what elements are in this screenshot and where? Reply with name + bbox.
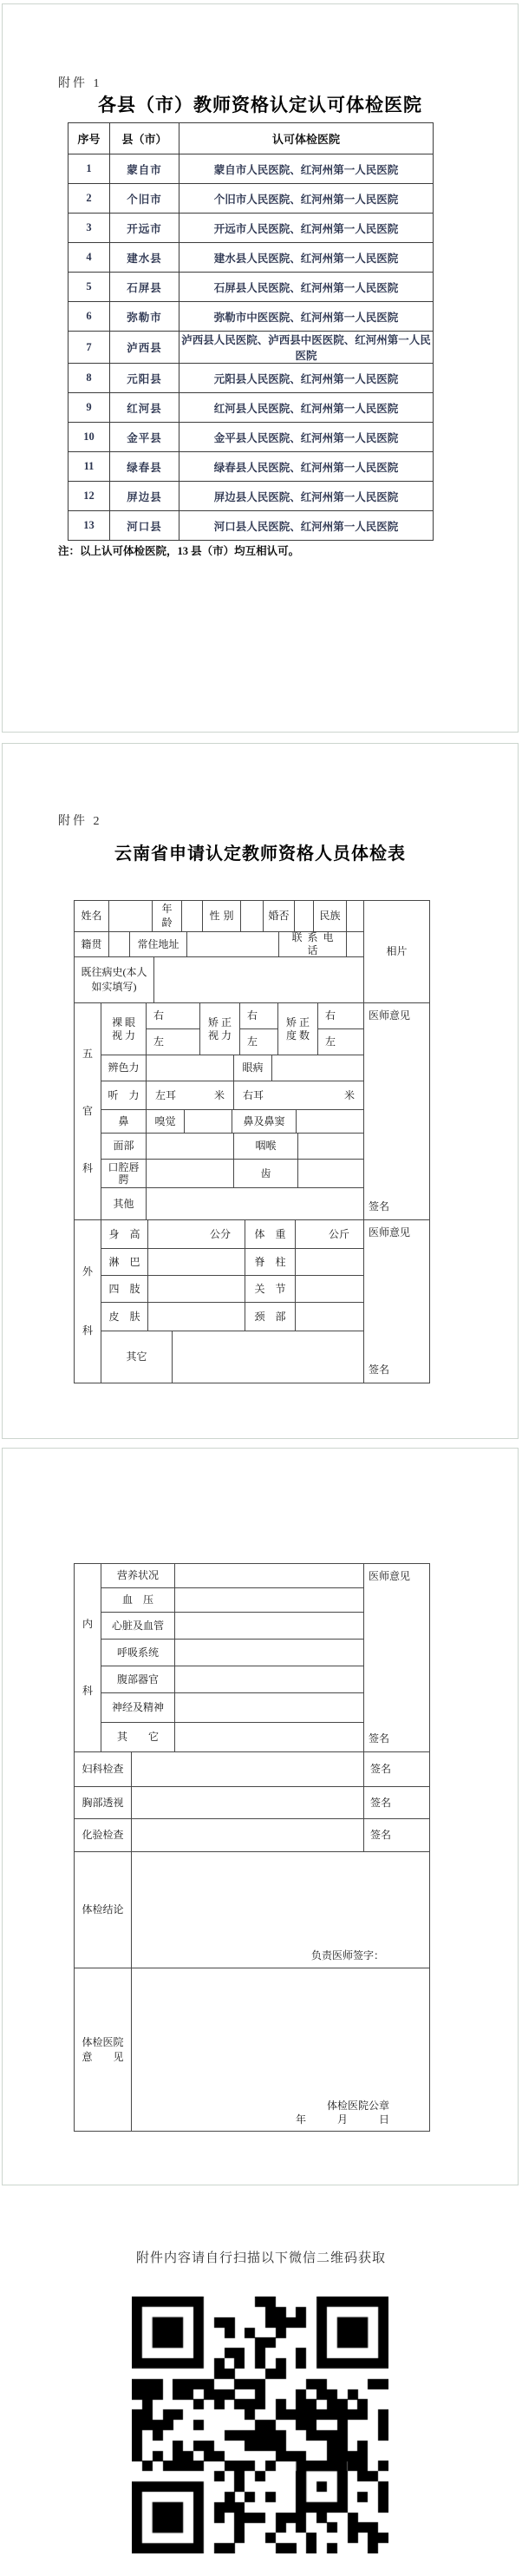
sign-label: 签名 bbox=[369, 1364, 390, 1376]
limbs-row bbox=[101, 1276, 364, 1303]
color-vision-row bbox=[101, 1055, 364, 1081]
gynecology-label: 妇科检查 bbox=[75, 1752, 132, 1787]
internal-other-label: 其 它 bbox=[101, 1723, 175, 1752]
form-main-column bbox=[75, 1564, 364, 1852]
lab-test-blank-cell bbox=[132, 1819, 364, 1852]
address-label: 常住地址 bbox=[130, 932, 187, 957]
lab-test-row bbox=[75, 1819, 364, 1852]
abdominal-organs-label: 腹部器官 bbox=[101, 1666, 175, 1693]
right-ear-label: 右耳 bbox=[243, 1088, 264, 1101]
lab-test-sign-cell: 签名 bbox=[364, 1819, 429, 1852]
left-ear-cell bbox=[147, 1081, 234, 1110]
corrected-degree-right: 右 bbox=[318, 1003, 364, 1029]
abdominal-row bbox=[101, 1666, 364, 1693]
corrected-vision-label bbox=[200, 1003, 240, 1055]
hospital-table-row bbox=[69, 243, 434, 273]
heart-row bbox=[101, 1613, 364, 1640]
address-blank-cell bbox=[187, 932, 279, 957]
naked-vision-left: 左 bbox=[147, 1029, 200, 1055]
lymph-label: 淋 巴 bbox=[101, 1249, 148, 1276]
height-weight-row bbox=[101, 1220, 364, 1249]
facial-section-label: 五 官 科 bbox=[75, 1003, 101, 1220]
respiratory-row bbox=[101, 1640, 364, 1666]
chest-xray-sign-cell: 签名 bbox=[364, 1787, 429, 1819]
gender-label: 性别 bbox=[203, 901, 241, 932]
oral-row bbox=[101, 1160, 364, 1188]
hospital-table-row bbox=[69, 214, 434, 243]
sign-label: 签名 bbox=[369, 1200, 390, 1212]
facial-other-row bbox=[101, 1188, 364, 1220]
corrected-degree-line2: 度 数 bbox=[285, 1028, 310, 1042]
attachment-1-label: 附件 1 bbox=[58, 77, 102, 90]
heart-vessels-blank-cell bbox=[175, 1613, 364, 1640]
form-side-column bbox=[364, 1564, 429, 1852]
physical-exam-form-part2 bbox=[74, 1563, 430, 2132]
row-index: 13 bbox=[69, 511, 110, 541]
row-index: 2 bbox=[69, 184, 110, 214]
header-county: 县（市） bbox=[110, 123, 179, 154]
row-index: 1 bbox=[69, 154, 110, 184]
limbs-label: 四 肢 bbox=[101, 1276, 148, 1303]
surgery-section-label: 外 科 bbox=[75, 1220, 101, 1383]
nutrition-blank-cell bbox=[175, 1564, 364, 1588]
row-county: 屏边县 bbox=[110, 482, 179, 511]
corrected-vision-line2: 视 力 bbox=[207, 1028, 232, 1042]
header-index: 序号 bbox=[69, 123, 110, 154]
physical-exam-form-part1 bbox=[74, 900, 430, 1383]
hospital-table-row bbox=[69, 452, 434, 482]
internal-section-label: 内 科 bbox=[75, 1564, 101, 1752]
height-value-cell: 公分 bbox=[148, 1220, 245, 1249]
facial-doctor-opinion-cell bbox=[364, 1003, 429, 1220]
hearing-label: 听 力 bbox=[101, 1081, 147, 1110]
corrected-vision-left: 左 bbox=[240, 1029, 278, 1055]
naked-vision-line2: 视 力 bbox=[111, 1028, 135, 1042]
row-hospitals: 屏边县人民医院、红河州第一人民医院 bbox=[179, 482, 434, 511]
attachment-1-title: 各县（市）教师资格认定认可体检医院 bbox=[98, 95, 422, 115]
chest-xray-label: 胸部透视 bbox=[75, 1787, 132, 1819]
row-hospitals: 蒙自市人民医院、红河州第一人民医院 bbox=[179, 154, 434, 184]
page-attachment-1 bbox=[2, 3, 519, 733]
nerve-row bbox=[101, 1693, 364, 1723]
row-hospitals: 建水县人民医院、红河州第一人民医院 bbox=[179, 243, 434, 273]
row-index: 11 bbox=[69, 452, 110, 482]
approved-hospitals-table bbox=[68, 122, 434, 541]
header-hospital: 认可体检医院 bbox=[179, 123, 434, 154]
right-ear-cell bbox=[234, 1081, 364, 1110]
spine-label: 脊 柱 bbox=[245, 1249, 296, 1276]
heart-vessels-label: 心脏及血管 bbox=[101, 1613, 175, 1640]
neck-label: 颈 部 bbox=[245, 1303, 296, 1331]
internal-other-row bbox=[101, 1723, 364, 1752]
doctor-opinion-label: 医师意见 bbox=[369, 1226, 411, 1239]
surgery-section bbox=[75, 1220, 364, 1383]
hospital-opinion-row bbox=[75, 1968, 429, 2131]
internal-doctor-opinion-cell bbox=[364, 1564, 429, 1752]
origin-blank-cell bbox=[109, 932, 130, 957]
nutrition-row bbox=[101, 1564, 364, 1588]
blood-pressure-label: 血 压 bbox=[101, 1588, 175, 1613]
chest-xray-row bbox=[75, 1787, 364, 1819]
teeth-blank-cell bbox=[298, 1160, 364, 1188]
respiratory-label: 呼吸系统 bbox=[101, 1640, 175, 1666]
face-label: 面部 bbox=[101, 1134, 147, 1160]
row-hospitals: 石屏县人民医院、红河州第一人民医院 bbox=[179, 273, 434, 302]
chest-xray-blank-cell bbox=[132, 1787, 364, 1819]
doctor-opinion-label: 医师意见 bbox=[369, 1009, 411, 1022]
conclusion-label: 体检结论 bbox=[75, 1852, 132, 1968]
nose-sinus-blank-cell bbox=[297, 1110, 364, 1134]
joint-blank-cell bbox=[296, 1276, 364, 1303]
nose-label: 鼻 bbox=[101, 1110, 147, 1134]
throat-blank-cell bbox=[298, 1134, 364, 1160]
vision-row bbox=[101, 1003, 364, 1055]
corrected-degree-values bbox=[318, 1003, 364, 1055]
row-index: 6 bbox=[69, 302, 110, 332]
surgery-doctor-opinion-cell bbox=[364, 1220, 429, 1383]
weight-label: 体 重 bbox=[245, 1220, 296, 1249]
corrected-degree-left: 左 bbox=[318, 1029, 364, 1055]
doctor-opinion-label: 医师意见 bbox=[369, 1570, 411, 1582]
oral-label: 口腔唇腭 bbox=[101, 1160, 147, 1188]
weight-value-cell: 公斤 bbox=[296, 1220, 364, 1249]
table-note: 注：以上认可体检医院，13 县（市）均互相认可。 bbox=[58, 545, 300, 557]
meter-unit: 米 bbox=[213, 1088, 225, 1101]
hospital-opinion-blank-cell bbox=[132, 1968, 429, 2131]
hospital-opinion-label bbox=[75, 1968, 132, 2131]
hospital-opinion-line2: 意 见 bbox=[82, 2050, 124, 2063]
history-row bbox=[75, 957, 364, 1003]
name-label: 姓名 bbox=[75, 901, 109, 932]
facial-rows bbox=[101, 1003, 364, 1220]
limbs-blank-cell bbox=[148, 1276, 245, 1303]
row-index: 7 bbox=[69, 332, 110, 364]
marital-label: 婚否 bbox=[264, 901, 295, 932]
lymph-row bbox=[101, 1249, 364, 1276]
corrected-degree-label bbox=[278, 1003, 318, 1055]
photo-cell: 相片 bbox=[364, 901, 429, 1003]
smell-blank-cell bbox=[185, 1110, 232, 1134]
naked-vision-line1: 裸 眼 bbox=[111, 1015, 135, 1028]
row-hospitals: 开远市人民医院、红河州第一人民医院 bbox=[179, 214, 434, 243]
history-blank-cell bbox=[154, 957, 364, 1003]
lab-test-label: 化验检查 bbox=[75, 1819, 132, 1852]
row-index: 9 bbox=[69, 393, 110, 423]
respiratory-blank-cell bbox=[175, 1640, 364, 1666]
blood-pressure-row bbox=[101, 1588, 364, 1613]
row-county: 石屏县 bbox=[110, 273, 179, 302]
nerve-mental-label: 神经及精神 bbox=[101, 1693, 175, 1723]
wechat-qr-code bbox=[132, 2297, 388, 2553]
smell-label: 嗅觉 bbox=[147, 1110, 185, 1134]
chief-doctor-sign-label: 负责医师签字： bbox=[310, 1949, 384, 1962]
row-hospitals: 个旧市人民医院、红河州第一人民医院 bbox=[179, 184, 434, 214]
gynecology-blank-cell bbox=[132, 1752, 364, 1787]
surgery-other-blank-cell bbox=[173, 1331, 364, 1383]
hospital-table-row bbox=[69, 302, 434, 332]
throat-label: 咽喉 bbox=[234, 1134, 298, 1160]
oral-blank-cell bbox=[147, 1160, 234, 1188]
row-county: 河口县 bbox=[110, 511, 179, 541]
facial-section bbox=[75, 1003, 364, 1220]
spine-blank-cell bbox=[296, 1249, 364, 1276]
row-hospitals: 弥勒市中医医院、红河州第一人民医院 bbox=[179, 302, 434, 332]
blood-pressure-blank-cell bbox=[175, 1588, 364, 1613]
gynecology-sign-cell: 签名 bbox=[364, 1752, 429, 1787]
corrected-degree-line1: 矫 正 bbox=[285, 1015, 310, 1028]
conclusion-blank-cell bbox=[132, 1852, 429, 1968]
internal-other-blank-cell bbox=[175, 1723, 364, 1752]
hearing-row bbox=[101, 1081, 364, 1110]
left-ear-label: 左耳 bbox=[155, 1088, 177, 1101]
age-blank-cell bbox=[182, 901, 203, 932]
surgery-other-label: 其它 bbox=[101, 1331, 173, 1383]
hospital-table-row bbox=[69, 511, 434, 541]
hospital-table-row bbox=[69, 154, 434, 184]
hospital-opinion-line1: 体检医院 bbox=[82, 2035, 124, 2048]
row-hospitals: 泸西县人民医院、泸西县中医医院、红河州第一人民医院 bbox=[179, 332, 434, 364]
row-county: 弥勒市 bbox=[110, 302, 179, 332]
row-hospitals: 河口县人民医院、红河州第一人民医院 bbox=[179, 511, 434, 541]
form-side-column bbox=[364, 901, 429, 1383]
skin-blank-cell bbox=[148, 1303, 245, 1331]
conclusion-row bbox=[75, 1852, 429, 1968]
identity-row-2 bbox=[75, 932, 364, 957]
phone-label: 联系电话 bbox=[279, 932, 347, 957]
hospital-table-row bbox=[69, 482, 434, 511]
skin-row bbox=[101, 1303, 364, 1331]
date-line: 年 月 日 bbox=[295, 2113, 389, 2126]
eye-disease-label: 眼病 bbox=[234, 1055, 272, 1081]
qr-caption: 附件内容请自行扫描以下微信二维码获取 bbox=[135, 2251, 386, 2265]
surgery-rows bbox=[101, 1220, 364, 1383]
age-label: 年 龄 bbox=[153, 901, 182, 932]
row-county: 红河县 bbox=[110, 393, 179, 423]
history-label: 既往病史(本人如实填写) bbox=[75, 957, 154, 1003]
row-hospitals: 元阳县人民医院、红河州第一人民医院 bbox=[179, 364, 434, 393]
internal-rows bbox=[101, 1564, 364, 1752]
attachment-2-label: 附件 2 bbox=[58, 815, 102, 828]
identity-row-1 bbox=[75, 901, 364, 932]
lymph-blank-cell bbox=[148, 1249, 245, 1276]
hospital-table-row bbox=[69, 393, 434, 423]
gynecology-row bbox=[75, 1752, 364, 1787]
row-index: 5 bbox=[69, 273, 110, 302]
skin-label: 皮 肤 bbox=[101, 1303, 148, 1331]
ethnic-label: 民族 bbox=[314, 901, 347, 932]
naked-vision-right: 右 bbox=[147, 1003, 200, 1029]
teeth-label: 齿 bbox=[234, 1160, 298, 1188]
naked-vision-values bbox=[147, 1003, 200, 1055]
row-county: 蒙自市 bbox=[110, 154, 179, 184]
nutrition-label: 营养状况 bbox=[101, 1564, 175, 1588]
page-attachment-2 bbox=[2, 743, 519, 1439]
name-blank-cell bbox=[109, 901, 153, 932]
row-county: 绿春县 bbox=[110, 452, 179, 482]
ethnic-blank-cell bbox=[347, 901, 364, 932]
corrected-vision-values bbox=[240, 1003, 278, 1055]
corrected-vision-right: 右 bbox=[240, 1003, 278, 1029]
height-label: 身 高 bbox=[101, 1220, 148, 1249]
table-header-row bbox=[69, 123, 434, 154]
row-county: 泸西县 bbox=[110, 332, 179, 364]
color-vision-label: 辨色力 bbox=[101, 1055, 147, 1081]
row-county: 开远市 bbox=[110, 214, 179, 243]
hospital-seal-label: 体检医院公章 bbox=[326, 2100, 389, 2112]
color-vision-blank-cell bbox=[147, 1055, 234, 1081]
hospital-table-row bbox=[69, 184, 434, 214]
abdominal-organs-blank-cell bbox=[175, 1666, 364, 1693]
phone-blank-cell bbox=[347, 932, 364, 957]
nerve-mental-blank-cell bbox=[175, 1693, 364, 1723]
row-index: 4 bbox=[69, 243, 110, 273]
hospital-table-row bbox=[69, 332, 434, 364]
nose-row bbox=[101, 1110, 364, 1134]
row-county: 金平县 bbox=[110, 423, 179, 452]
row-county: 个旧市 bbox=[110, 184, 179, 214]
nose-sinus-label: 鼻及鼻窦 bbox=[232, 1110, 297, 1134]
row-index: 3 bbox=[69, 214, 110, 243]
facial-other-blank-cell bbox=[147, 1188, 364, 1220]
eye-disease-blank-cell bbox=[272, 1055, 364, 1081]
gender-blank-cell bbox=[241, 901, 264, 932]
face-blank-cell bbox=[147, 1134, 234, 1160]
upper-block bbox=[75, 1564, 429, 1852]
facial-other-label: 其他 bbox=[101, 1188, 147, 1220]
physical-exam-form-title: 云南省申请认定教师资格人员体检表 bbox=[114, 844, 406, 864]
row-hospitals: 绿春县人民医院、红河州第一人民医院 bbox=[179, 452, 434, 482]
row-index: 8 bbox=[69, 364, 110, 393]
face-row bbox=[101, 1134, 364, 1160]
hospital-table-row bbox=[69, 364, 434, 393]
neck-blank-cell bbox=[296, 1303, 364, 1331]
corrected-vision-line1: 矫 正 bbox=[207, 1015, 232, 1028]
hospital-table-row bbox=[69, 423, 434, 452]
row-county: 建水县 bbox=[110, 243, 179, 273]
joint-label: 关 节 bbox=[245, 1276, 296, 1303]
sign-label: 签名 bbox=[369, 1732, 390, 1745]
naked-vision-label bbox=[101, 1003, 147, 1055]
hospital-table-row bbox=[69, 273, 434, 302]
origin-label: 籍贯 bbox=[75, 932, 109, 957]
page-form-part2 bbox=[2, 1448, 519, 2185]
marital-blank-cell bbox=[295, 901, 314, 932]
internal-section bbox=[75, 1564, 364, 1752]
row-hospitals: 红河县人民医院、红河州第一人民医院 bbox=[179, 393, 434, 423]
row-index: 10 bbox=[69, 423, 110, 452]
meter-unit: 米 bbox=[343, 1088, 355, 1101]
row-county: 元阳县 bbox=[110, 364, 179, 393]
row-hospitals: 金平县人民医院、红河州第一人民医院 bbox=[179, 423, 434, 452]
surgery-other-row bbox=[101, 1331, 364, 1383]
row-index: 12 bbox=[69, 482, 110, 511]
form-main-column bbox=[75, 901, 364, 1383]
